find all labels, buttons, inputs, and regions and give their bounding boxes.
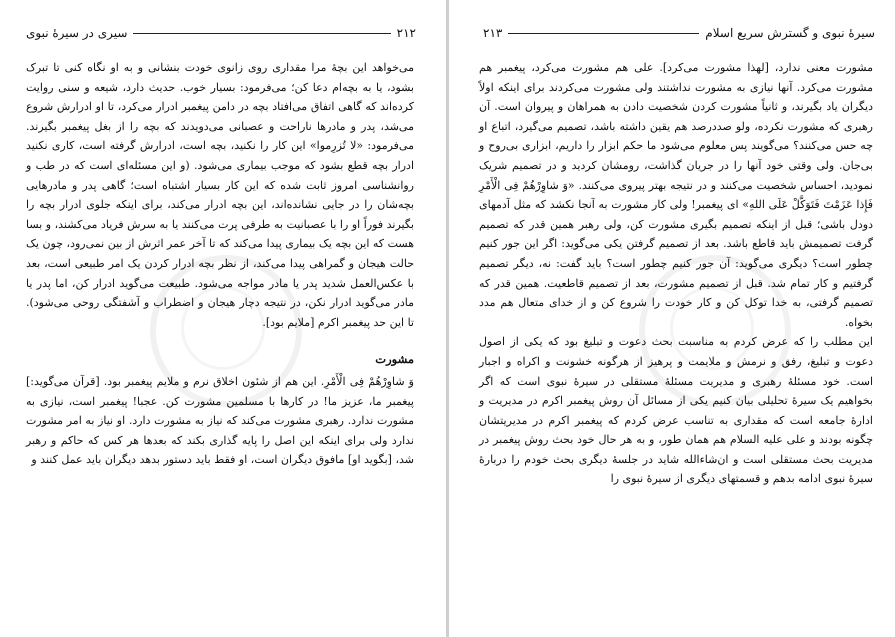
right-header-title: سیرهٔ نبوی و گسترش سریع اسلام (705, 26, 875, 40)
left-page-number: ۲۱۲ (396, 26, 416, 40)
header-rule (133, 33, 390, 34)
left-page (0, 0, 446, 637)
left-header-title: سیری در سیرهٔ نبوی (26, 26, 128, 40)
paragraph: این مطلب را که عرض کردم به مناسبت بحث دعوت و تبلیغ بود که یکی از اصول دعوت و تبلیغ، رفق و نرمش و ملایمت و پرهیز از هرگونه خشونت و اکراه و اجبار است. خود مسئلهٔ رهبری و مدیریت مسئلهٔ مستقلی در سیرهٔ نبوی است که اگر بخواهیم یک سیرهٔ تحلیلی بیان کنیم یکی از مسائل آن روش پیغمبر اکرم در مدیریت و ادارهٔ جامعه است که مقداری به تناسب عرض کردم که پیغمبر اکرم در مدیریتشان چگونه بودند و علی علیه السلام هم همان طور، و به هر حال خود بحث روش پیغمبر در مدیریت بحث مستقلی است و ان‌شاءالله شاید در جلسهٔ دیگری بحث خودم را دربارهٔ سیرهٔ نبوی ادامه بدهم و قسمتهای دیگری از سیرهٔ نبوی را (479, 335, 873, 486)
paragraph: مشورت معنی ندارد، [لهذا مشورت می‌کرد]. علی هم مشورت می‌کرد، پیغمبر هم مشورت می‌کرد. آنها نیازی به مشورت نداشتند ولی مشورت می‌کردند برای اینکه اولاً دیگران یاد بگیرند، و ثانیاً مشورت کردن شخصیت دادن به همراهان و پیروان است. آن رهبری که مشورت نکرده، ولو صددرصد هم یقین داشته باشد، تصمیم می‌گیرد، اتباع او چه حس می‌کنند؟ می‌گویند پس معلوم می‌شود ما حکم ابزار را داریم، ابزاری بی‌روح و بی‌جان. ولی وقتی خود آنها را در جریان گذاشت، رومشان کردید و در تصمیم شریک نمودید، احساس شخصیت می‌کنند و در نتیجه بهتر پیروی می‌کنند. «وَ شاوِرْهُمْ فِی الْأَمْرِ فَإِذا عَزَمْتَ فَتَوَکَّلْ عَلَی اللهِ» ای پیغمبر! ولی کار مشورت به آنجا نکشد که مثل آدمهای دودل باشی؛ قبل از اینکه تصمیم بگیری مشورت کن، ولی رهبر همین قدر که تصمیم گرفت تصمیمش باید قاطع باشد. بعد از تصمیم گرفتن یکی می‌گوید: اگر این جور کنیم چطور است؟ دیگری می‌گوید: آن جور کنیم چطور است؟ باید گفت: نه، دیگر تصمیم گرفتیم و کار تمام شد. قبل از تصمیم مشورت، بعد از تصمیم قاطعیت. همین قدر که تصمیم گرفتی، به خدا توکل کن و کار خودت را شروع کن و از خدای متعال هم مدد بخواه. (479, 61, 873, 329)
paragraph: می‌خواهد این بچهٔ مرا مقداری روی زانوی خودت بنشانی و به او نگاه کنی تا تبرک بشود، یا به بچه‌ام دعا کن؛ می‌فرمود: بسیار خوب. حدیث دارد، شیعه و سنی روایت کرده‌اند که گاهی اتفاق می‌افتاد بچه در دامن پیغمبر ادرار می‌کرد، تا او ادرارش شروع می‌شد، پدر و مادرها ناراحت و عصبانی می‌دویدند که بچه را از بغل پیغمبر بگیرند. می‌فرمود: «لا تُزرِموا» این کار را نکنید، بچه است، ادرارش گرفته است، کاری نکنید ادرار بچه قطع بشود که موجب بیماری می‌شود. (و این مسئله‌ای است که در طب و روانشناسی امروز ثابت شده که این کار بسیار اشتباه است؛ گاهی پدر و مادرهایی بچه‌شان را در جایی نشانده‌اند، این بچه ادرار می‌کند، برای اینکه جلوی ادرار بچه را بگیرند فوراً او را با عصبانیت به طرفی پرت می‌کنند یا به سرش فریاد می‌کشند، و بسا هست که این بچه یک بیماری پیدا می‌کند که تا آخر عمر اثرش از بین نمی‌رود، چون یک حالت هیجان و گمراهی پیدا می‌کند، از نظر بچه ادرار کردن یک امر طبیعی است، بعد با عکس‌العمل شدید پدر یا مادر مواجه می‌شود. طبیعت می‌گوید ادرار کن، اما پدر یا مادر می‌گوید ادرار نکن، در نتیجه دچار هیجان و اضطراب و آشفتگی روحی می‌شود). تا این حد پیغمبر اکرم [ملایم بود]. (26, 61, 414, 329)
section-title: مشورت (375, 352, 414, 367)
left-running-header (26, 24, 416, 42)
paragraph: وَ شاوِرْهُمْ فِی الْأَمْرِ. این هم از شئون اخلاق نرم و ملایم پیغمبر بود. [قرآن می‌گوید:] پیغمبر ما، عزیز ما! در کارها با مسلمین مشورت کن. عجبا! پیغمبر است، نیازی به مشورت ندارد. رهبری مشورت می‌کند که نیاز به مشورت دارد. او نیاز به امر مشورت ندارد ولی برای اینکه این اصل را پایه گذاری بکند که بعدها هر کس که حاکم و رهبر شد، [بگوید او] مافوق دیگران است، او فقط باید دستور بدهد دیگران باید عمل کنند و (26, 374, 414, 467)
right-running-header (483, 24, 875, 42)
right-page-number: ۲۱۳ (483, 26, 503, 40)
header-rule (508, 33, 699, 34)
right-page-body (479, 58, 873, 489)
left-page-body (26, 58, 414, 470)
right-page (449, 0, 895, 637)
